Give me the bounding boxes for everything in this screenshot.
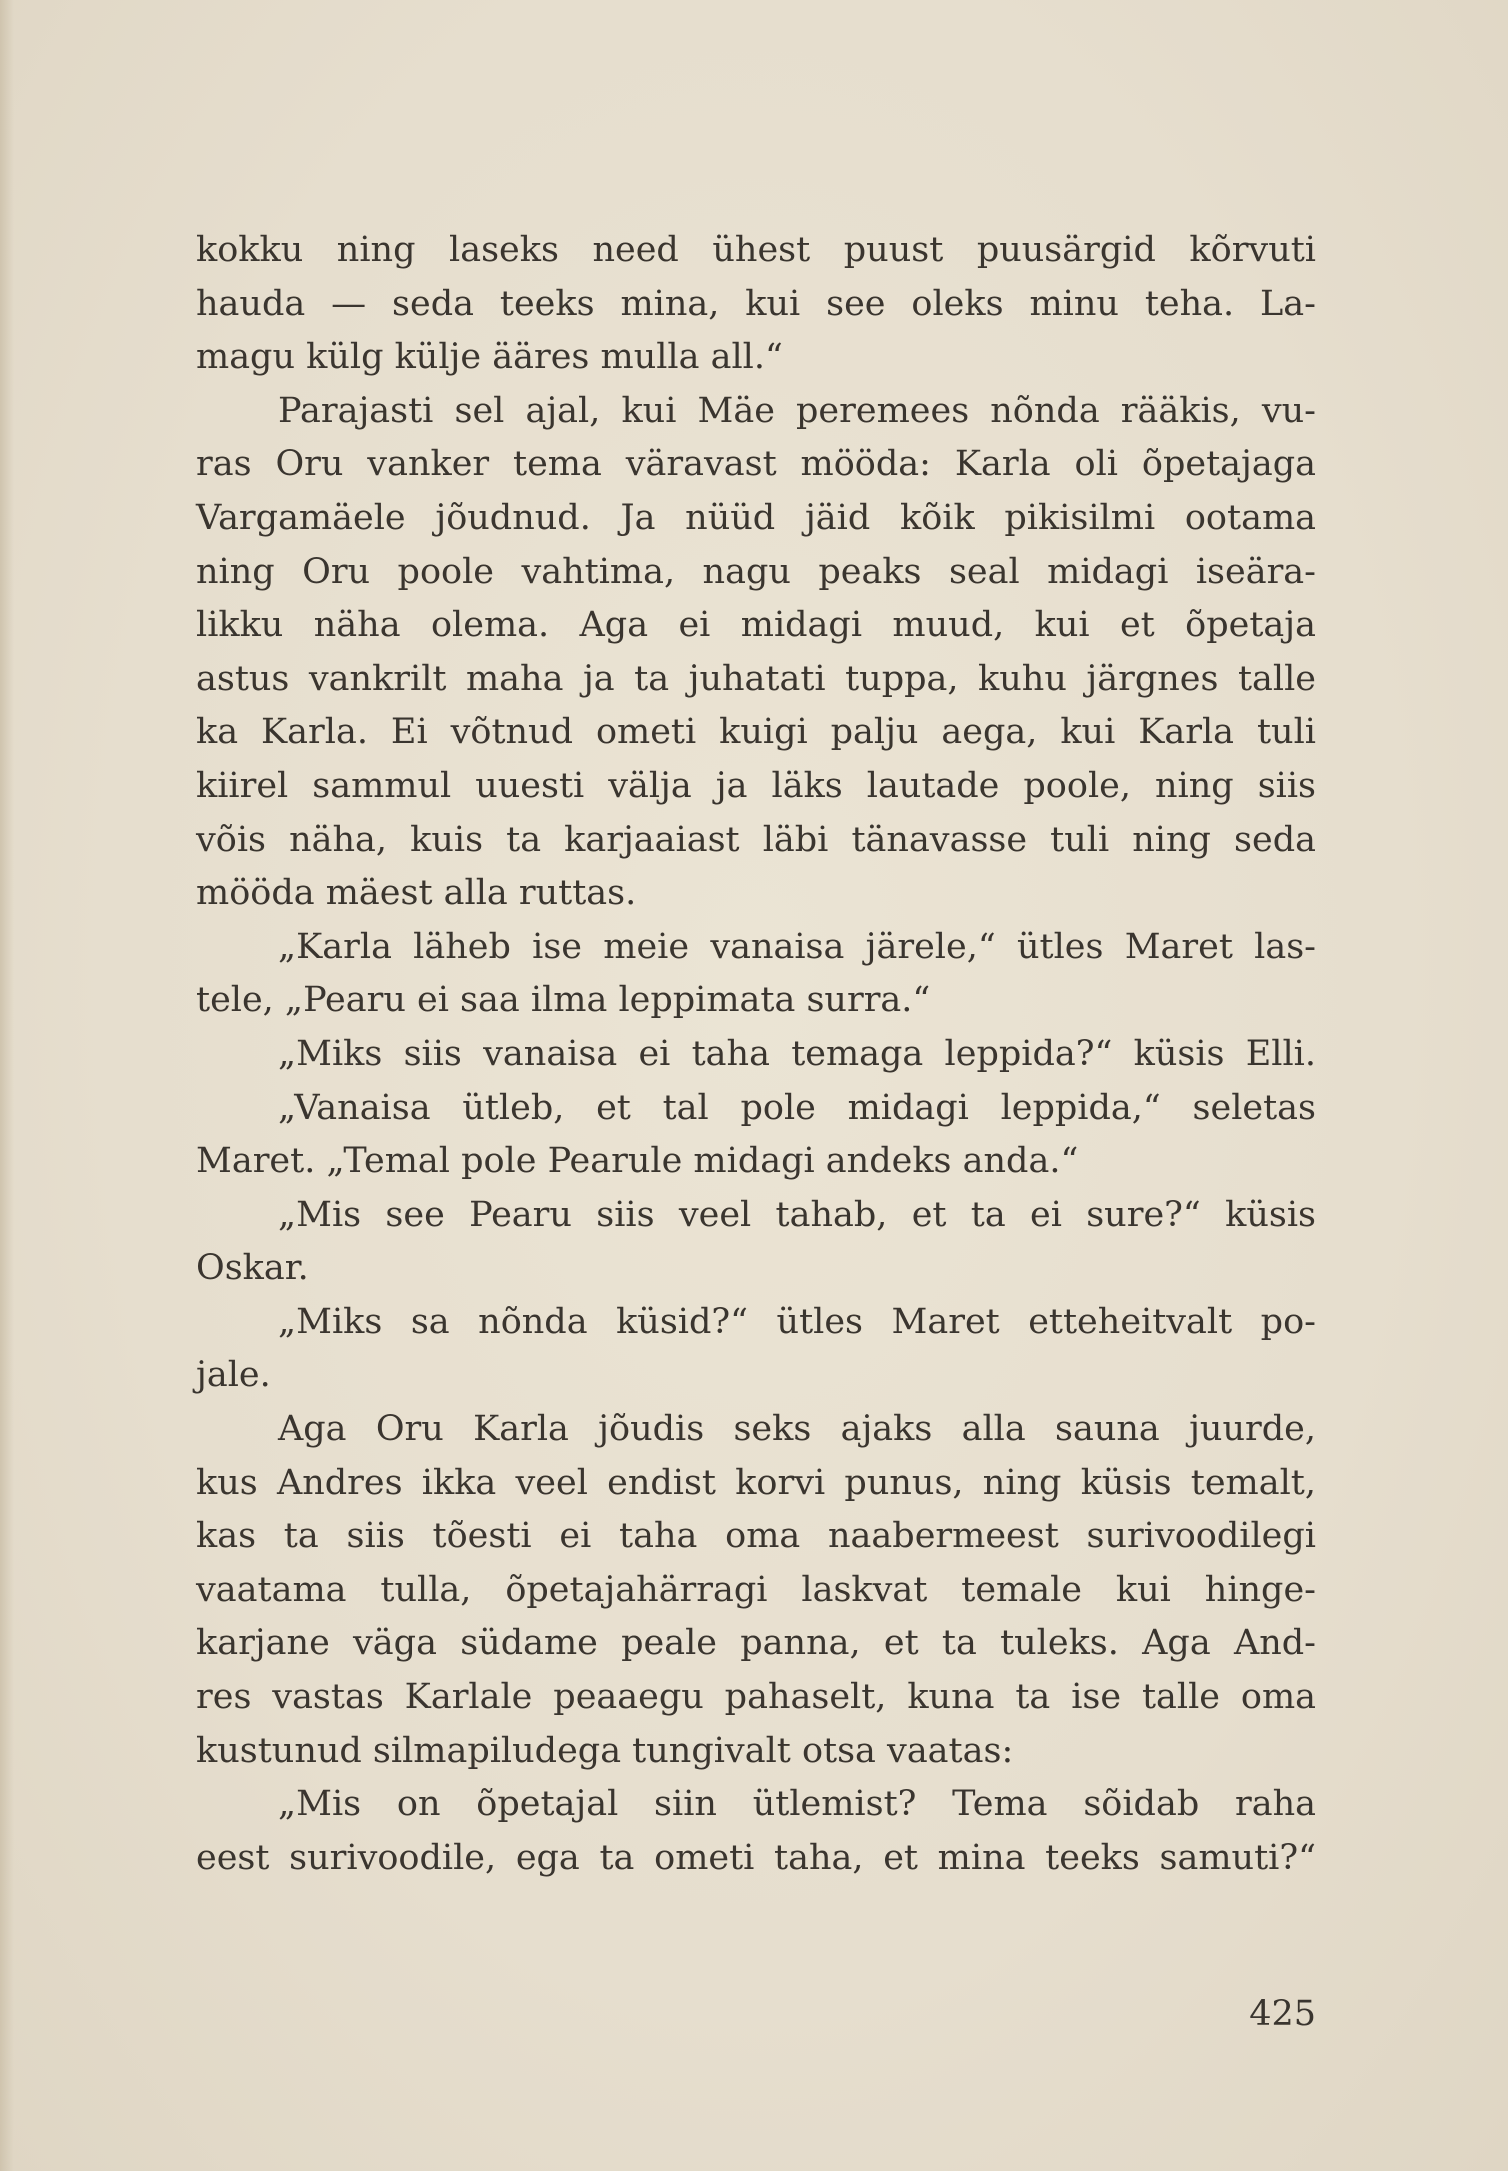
text-line: jale. [196, 1355, 271, 1396]
text-line: „Karla läheb ise meie vanaisa järele,“ ütles Maret las- [278, 926, 1316, 967]
text-line: „Mis see Pearu siis veel tahab, et ta ei sure?“ küsis [278, 1194, 1316, 1235]
text-line: magu külg külje ääres mulla all.“ [196, 337, 783, 378]
text-line: tele, „Pearu ei saa ilma leppimata surra.“ [196, 980, 931, 1021]
text-line: Oskar. [196, 1248, 309, 1289]
text-line: likku näha olema. Aga ei midagi muud, kui et õpetaja [196, 605, 1316, 646]
text-line: Maret. „Temal pole Pearule midagi andeks anda.“ [196, 1141, 1079, 1182]
page-edge-shadow [0, 0, 14, 2171]
text-line: kas ta siis tõesti ei taha oma naabermeest surivoodilegi [196, 1516, 1316, 1557]
text-line: karjane väga südame peale panna, et ta tuleks. Aga And- [196, 1623, 1316, 1664]
text-line: vaatama tulla, õpetajahärragi laskvat temale kui hinge- [196, 1569, 1316, 1610]
text-line: eest surivoodile, ega ta ometi taha, et mina teeks samuti?“ [196, 1837, 1316, 1878]
text-line: hauda — seda teeks mina, kui see oleks minu teha. La- [196, 283, 1316, 324]
text-line: ka Karla. Ei võtnud ometi kuigi palju aega, kui Karla tuli [196, 712, 1316, 753]
text-line: mööda mäest alla ruttas. [196, 873, 637, 914]
text-line: kiirel sammul uuesti välja ja läks lautade poole, ning siis [196, 765, 1316, 806]
text-line: res vastas Karlale peaaegu pahaselt, kuna ta ise talle oma [196, 1677, 1316, 1718]
text-line: kustunud silmapiludega tungivalt otsa vaatas: [196, 1730, 1014, 1771]
text-line: võis näha, kuis ta karjaaiast läbi tänavasse tuli ning seda [196, 819, 1316, 860]
text-line: „Miks siis vanaisa ei taha temaga leppida?“ küsis Elli. [278, 1033, 1316, 1074]
text-line: ras Oru vanker tema väravast mööda: Karla oli õpetajaga [196, 444, 1316, 485]
text-line: Parajasti sel ajal, kui Mäe peremees nõnda rääkis, vu- [278, 390, 1316, 431]
body-text [196, 224, 1316, 1885]
text-line: „Mis on õpetajal siin ütlemist? Tema sõidab raha [278, 1784, 1316, 1825]
text-line: kus Andres ikka veel endist korvi punus, ning küsis temalt, [196, 1462, 1316, 1503]
text-line: astus vankrilt maha ja ta juhatati tuppa, kuhu järgnes talle [196, 658, 1316, 699]
page-number: 425 [1249, 1994, 1316, 2034]
text-line: „Vanaisa ütleb, et tal pole midagi leppida,“ seletas [278, 1087, 1316, 1128]
text-line: ning Oru poole vahtima, nagu peaks seal midagi iseära- [196, 551, 1316, 592]
text-line: Vargamäele jõudnud. Ja nüüd jäid kõik pikisilmi ootama [196, 497, 1316, 538]
text-line: „Miks sa nõnda küsid?“ ütles Maret etteheitvalt po- [278, 1301, 1316, 1342]
text-line: Aga Oru Karla jõudis seks ajaks alla sauna juurde, [278, 1409, 1316, 1450]
text-line: kokku ning laseks need ühest puust puusärgid kõrvuti [196, 230, 1316, 270]
